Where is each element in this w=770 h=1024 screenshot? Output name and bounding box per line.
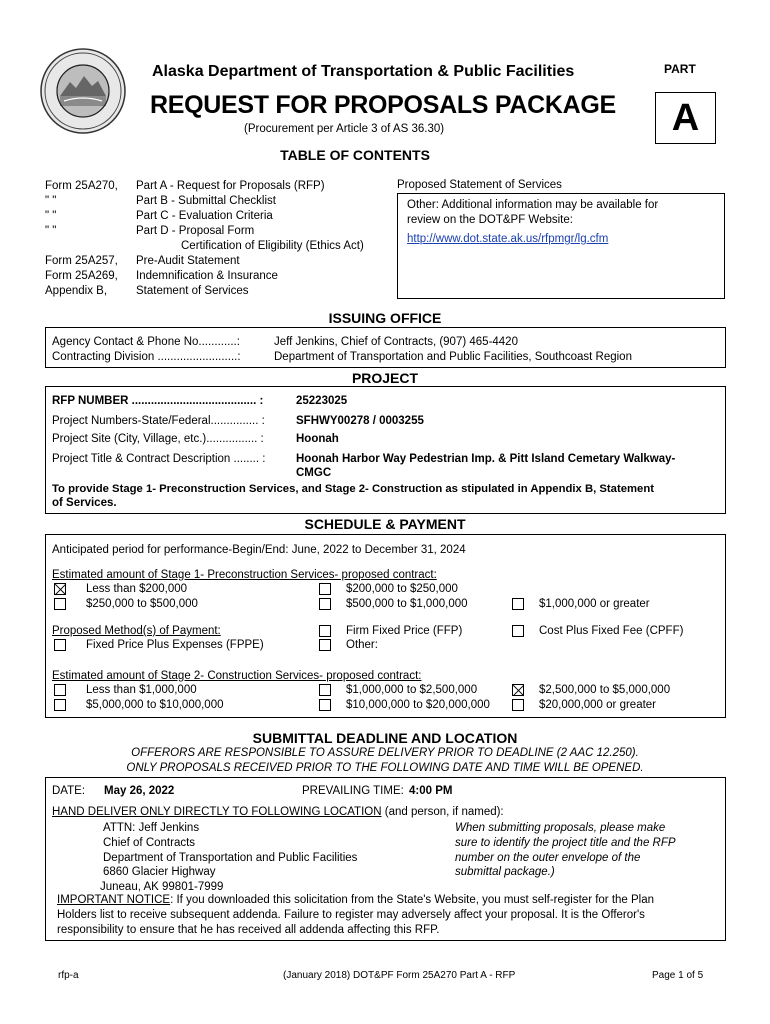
toc-entry: Part D - Proposal Form (136, 225, 255, 237)
method-option-label: Cost Plus Fixed Fee (CPFF) (539, 625, 684, 637)
schedule-heading: SCHEDULE & PAYMENT (304, 516, 466, 532)
stage2-option-label: $2,500,000 to $5,000,000 (539, 684, 671, 696)
issuing-box (45, 327, 726, 368)
note-line: When submitting proposals, please make (455, 822, 666, 834)
note-line: submittal package.) (455, 866, 555, 879)
time-label: PREVAILING TIME: (302, 785, 404, 797)
issuing-contact-value: Jeff Jenkins, Chief of Contracts, (907) 465-4420 (274, 336, 518, 348)
toc-form-ref: " " (45, 225, 57, 237)
important-text: Holders list to receive subsequent addenda. Failure to register may adversely affect your proposal. It is the Offeror's (57, 909, 645, 921)
stage1-1m-plus-checkbox[interactable] (512, 598, 524, 610)
stage1-heading: Estimated amount of Stage 1- Preconstruction Services- proposed contract: (52, 569, 437, 581)
toc-entry: Statement of Services (136, 285, 249, 297)
rfp-number: 25223025 (296, 395, 348, 407)
deadline-box (45, 777, 726, 941)
footer-form-title: (January 2018) DOT&PF Form 25A270 Part A - RFP (283, 970, 516, 981)
project-label-site: Project Site (City, Village, etc.)................ : (52, 433, 264, 445)
project-heading: PROJECT (351, 370, 419, 386)
stage2-option-label: $1,000,000 to $2,500,000 (346, 684, 478, 696)
issuing-contact-label: Agency Contact & Phone No............: (52, 336, 240, 348)
stage1-200k-250k-checkbox[interactable] (319, 583, 331, 595)
deliver-line (52, 806, 504, 818)
toc-other-text: Other: Additional information may be available for (407, 199, 659, 211)
project-site: Hoonah (296, 433, 339, 445)
stage1-option-label: $1,000,000 or greater (539, 598, 650, 610)
deadline-notice: ONLY PROPOSALS RECEIVED PRIOR TO THE FOLLOWING DATE AND TIME WILL BE OPENED. (126, 762, 644, 774)
page-title: REQUEST FOR PROPOSALS PACKAGE (150, 91, 616, 119)
project-label-title: Project Title & Contract Description ........ : (52, 453, 266, 465)
project-description-cont: of Services. (52, 497, 117, 509)
deadline-date: May 26, 2022 (104, 785, 175, 797)
issuing-heading: ISSUING OFFICE (328, 310, 442, 326)
stage1-less-200k-checkbox[interactable] (54, 583, 66, 595)
envelope-note (455, 821, 676, 880)
stage1-option-label: Less than $200,000 (86, 583, 188, 595)
schedule-box (45, 534, 726, 718)
agency-name: Alaska Department of Transportation & Public Facilities (152, 63, 575, 80)
important-label: IMPORTANT NOTICE (57, 894, 171, 906)
stage2-heading: Estimated amount of Stage 2- Construction Services- proposed contract: (52, 670, 422, 682)
method-option-label: Other: (346, 639, 378, 651)
project-label-numbers: Project Numbers-State/Federal............... : (52, 415, 265, 427)
performance-period: Anticipated period for performance-Begin/End: June, 2022 to December 31, 2024 (52, 544, 466, 556)
important-text: responsibility to ensure that he has received all addenda affecting this RFP. (57, 924, 440, 936)
stage1-option-label: $500,000 to $1,000,000 (346, 598, 468, 610)
stage1-500k-1m-checkbox[interactable] (319, 598, 331, 610)
project-box (45, 386, 726, 514)
project-description: To provide Stage 1- Preconstruction Services, and Stage 2- Construction as stipulated in Appendix B, Statement (52, 483, 654, 495)
deadline-notice: OFFERORS ARE RESPONSIBLE TO ASSURE DELIVERY PRIOR TO DEADLINE (2 AAC 12.250). (131, 747, 639, 759)
toc-entry: Pre-Audit Statement (136, 255, 240, 267)
stage2-2.5m-5m-checkbox[interactable] (512, 684, 524, 696)
stage1-250k-500k-checkbox[interactable] (54, 598, 66, 610)
toc-col2 (136, 179, 364, 299)
deadline-heading: SUBMITTAL DEADLINE AND LOCATION (252, 730, 518, 746)
toc-form-ref: Form 25A269, (45, 270, 118, 282)
stage2-less-1m-checkbox[interactable] (54, 684, 66, 696)
project-title: Hoonah Harbor Way Pedestrian Imp. & Pitt Island Cemetary Walkway- (296, 453, 676, 465)
stage2-10m-20m-checkbox[interactable] (319, 699, 331, 711)
toc-entry: Part C - Evaluation Criteria (136, 210, 273, 222)
footer-page-number: Page 1 of 5 (652, 970, 704, 981)
method-option-label: Fixed Price Plus Expenses (FPPE) (86, 639, 264, 651)
stage2-5m-10m-checkbox[interactable] (54, 699, 66, 711)
deliver-suffix: (and person, if named): (384, 806, 504, 818)
state-seal (40, 48, 126, 134)
toc-entry: Part A - Request for Proposals (RFP) (136, 180, 325, 192)
address-line: ATTN: Jeff Jenkins (103, 822, 200, 834)
method-cpff-checkbox[interactable] (512, 625, 524, 637)
issuing-division-label: Contracting Division .........................: (52, 351, 241, 363)
toc-form-ref: Appendix B, (45, 285, 108, 297)
deliver-heading: HAND DELIVER ONLY DIRECTLY TO FOLLOWING LOCATION (52, 806, 382, 818)
toc-form-ref: Form 25A270, (45, 180, 118, 192)
toc-other-box (397, 193, 725, 299)
stage2-option-label: $20,000,000 or greater (539, 699, 657, 711)
toc-entry: Indemnification & Insurance (136, 270, 278, 282)
note-line: number on the outer envelope of the (455, 851, 641, 864)
address-line: Department of Transportation and Public Facilities (103, 851, 358, 864)
issuing-division-value: Department of Transportation and Public Facilities, Southcoast Region (274, 351, 632, 363)
toc-entry: Part B - Submittal Checklist (136, 195, 276, 207)
payment-method-heading: Proposed Method(s) of Payment: (52, 625, 221, 637)
stage2-20m-plus-checkbox[interactable] (512, 699, 524, 711)
stage2-option-label: $10,000,000 to $20,000,000 (346, 699, 490, 711)
part-letter-box (655, 92, 716, 144)
deadline-time: 4:00 PM (409, 785, 453, 797)
project-numbers: SFHWY00278 / 0003255 (296, 415, 424, 427)
website-link[interactable]: http://www.dot.state.ak.us/rfpmgr/lg.cfm (407, 233, 609, 245)
address-line: Juneau, AK 99801-7999 (100, 881, 224, 894)
stage2-1m-2.5m-checkbox[interactable] (319, 684, 331, 696)
toc-form-ref: " " (45, 210, 57, 222)
stage2-option-label: $5,000,000 to $10,000,000 (86, 699, 224, 711)
date-label: DATE: (52, 785, 86, 797)
part-letter: A (671, 97, 700, 139)
part-label: PART (664, 62, 696, 76)
stage1-option-label: $200,000 to $250,000 (346, 583, 458, 595)
footer-form-code: rfp-a (58, 970, 79, 981)
toc-entry: Certification of Eligibility (Ethics Act) (181, 240, 364, 252)
toc-form-ref: " " (45, 195, 57, 207)
toc-form-ref: Form 25A257, (45, 255, 118, 267)
address-line: 6860 Glacier Highway (103, 866, 216, 879)
address-line: Chief of Contracts (103, 836, 196, 849)
toc-right-label: Proposed Statement of Services (397, 179, 562, 191)
project-label-rfp: RFP NUMBER ....................................... : (52, 395, 264, 407)
toc-form-ref (45, 239, 118, 254)
toc-other-text: review on the DOT&PF Website: (407, 214, 573, 226)
note-line: sure to identify the project title and the RFP (455, 836, 676, 849)
stage1-option-label: $250,000 to $500,000 (86, 598, 198, 610)
delivery-address (100, 821, 358, 895)
project-title-cont: CMGC (296, 467, 332, 479)
toc-col1 (45, 179, 118, 299)
method-fppe-checkbox[interactable] (54, 639, 66, 651)
important-text: : If you downloaded this solicitation from the State's Website, you must self-register for the Plan (170, 894, 655, 906)
important-notice (57, 893, 654, 938)
page-subtitle: (Procurement per Article 3 of AS 36.30) (244, 123, 445, 135)
method-ffp-checkbox[interactable] (319, 625, 331, 637)
method-other-checkbox[interactable] (319, 639, 331, 651)
method-option-label: Firm Fixed Price (FFP) (346, 625, 463, 637)
toc-heading: TABLE OF CONTENTS (280, 147, 430, 163)
stage2-option-label: Less than $1,000,000 (86, 684, 197, 696)
